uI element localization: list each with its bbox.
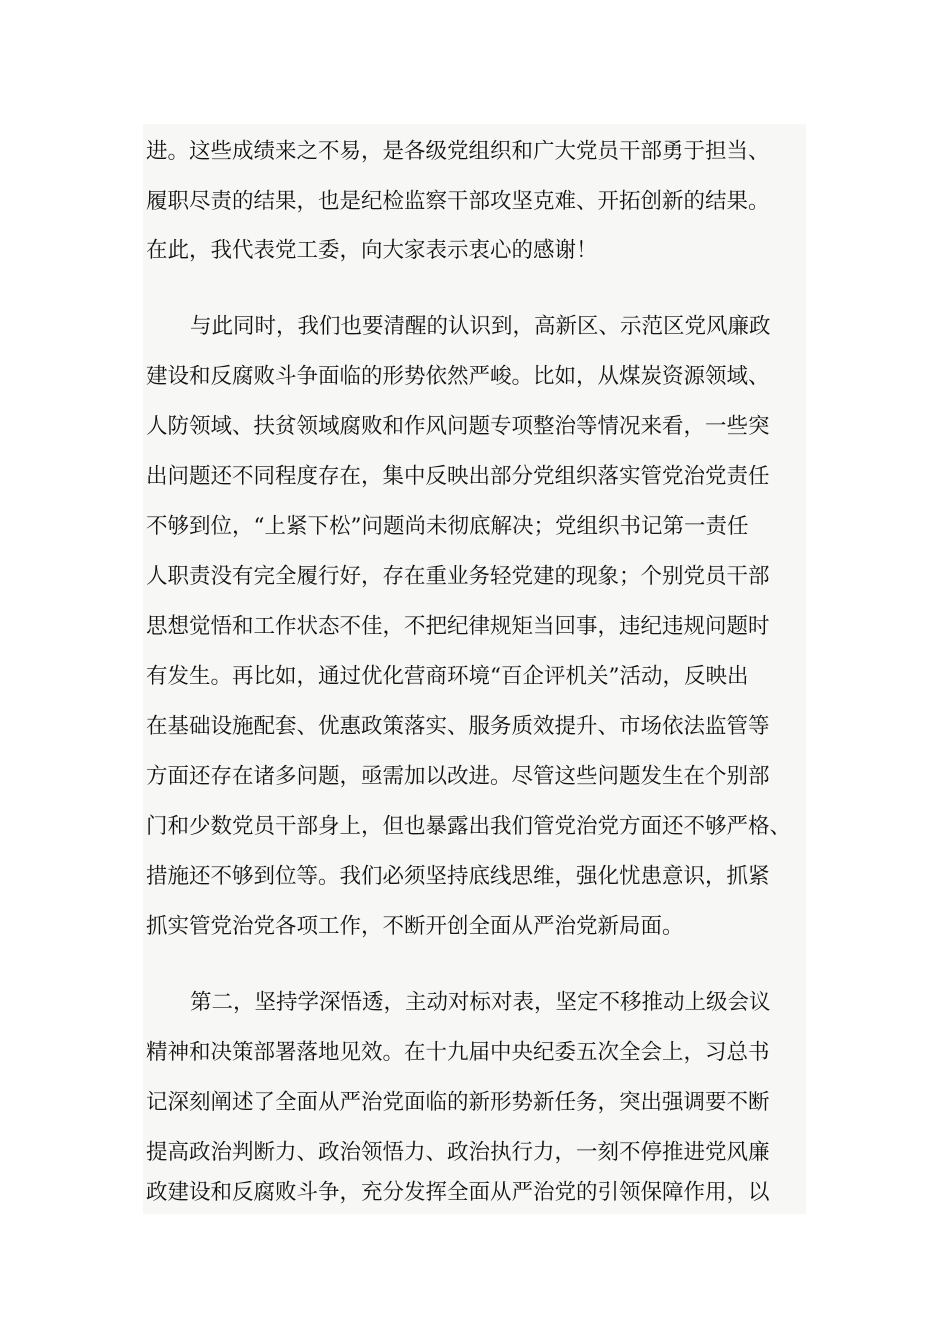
text-line: 人职责没有完全履行好，存在重业务轻党建的现象；个别党员干部 [146,564,770,589]
paragraph-first-line: 与此同时，我们也要清醒的认识到，高新区、示范区党风廉政 [190,314,771,339]
text-line: 出问题还不同程度存在，集中反映出部分党组织落实管党治党责任 [146,464,770,489]
paragraph-first-line: 第二，坚持学深悟透，主动对标对表，坚定不移推动上级会议 [190,990,771,1015]
text-line: 提高政治判断力、政治领悟力、政治执行力，一刻不停推进党风廉 [146,1140,770,1165]
text-line: 记深刻阐述了全面从严治党面临的新形势新任务，突出强调要不断 [146,1090,770,1115]
text-line: 在基础设施配套、优惠政策落实、服务质效提升、市场依法监管等 [146,714,770,739]
text-line: 进。这些成绩来之不易，是各级党组织和广大党员干部勇于担当、 [146,139,770,164]
text-line: 抓实管党治党各项工作，不断开创全面从严治党新局面。 [146,914,684,939]
text-line: 政建设和反腐败斗争，充分发挥全面从严治党的引领保障作用，以 [146,1180,770,1205]
text-line: 思想觉悟和工作状态不佳，不把纪律规矩当回事，违纪违规问题时 [146,614,770,639]
text-line: 不够到位，“上紧下松”问题尚未彻底解决；党组织书记第一责任 [146,514,749,539]
text-line: 履职尽责的结果，也是纪检监察干部攻坚克难、开拓创新的结果。 [146,189,770,214]
text-line: 有发生。再比如，通过优化营商环境“百企评机关”活动，反映出 [146,664,749,689]
document-text-block [143,124,806,1214]
text-line: 精神和决策部署落地见效。在十九届中央纪委五次全会上，习总书 [146,1040,770,1065]
text-line: 建设和反腐败斗争面临的形势依然严峻。比如，从煤炭资源领域、 [146,364,770,389]
text-line: 门和少数党员干部身上，但也暴露出我们管党治党方面还不够严格、 [146,814,792,839]
text-line: 人防领域、扶贫领域腐败和作风问题专项整治等情况来看，一些突 [146,414,770,439]
text-line: 方面还存在诸多问题，亟需加以改进。尽管这些问题发生在个别部 [146,764,770,789]
text-line: 措施还不够到位等。我们必须坚持底线思维，强化忧患意识，抓紧 [146,864,770,889]
text-line: 在此，我代表党工委，向大家表示衷心的感谢！ [146,238,598,263]
